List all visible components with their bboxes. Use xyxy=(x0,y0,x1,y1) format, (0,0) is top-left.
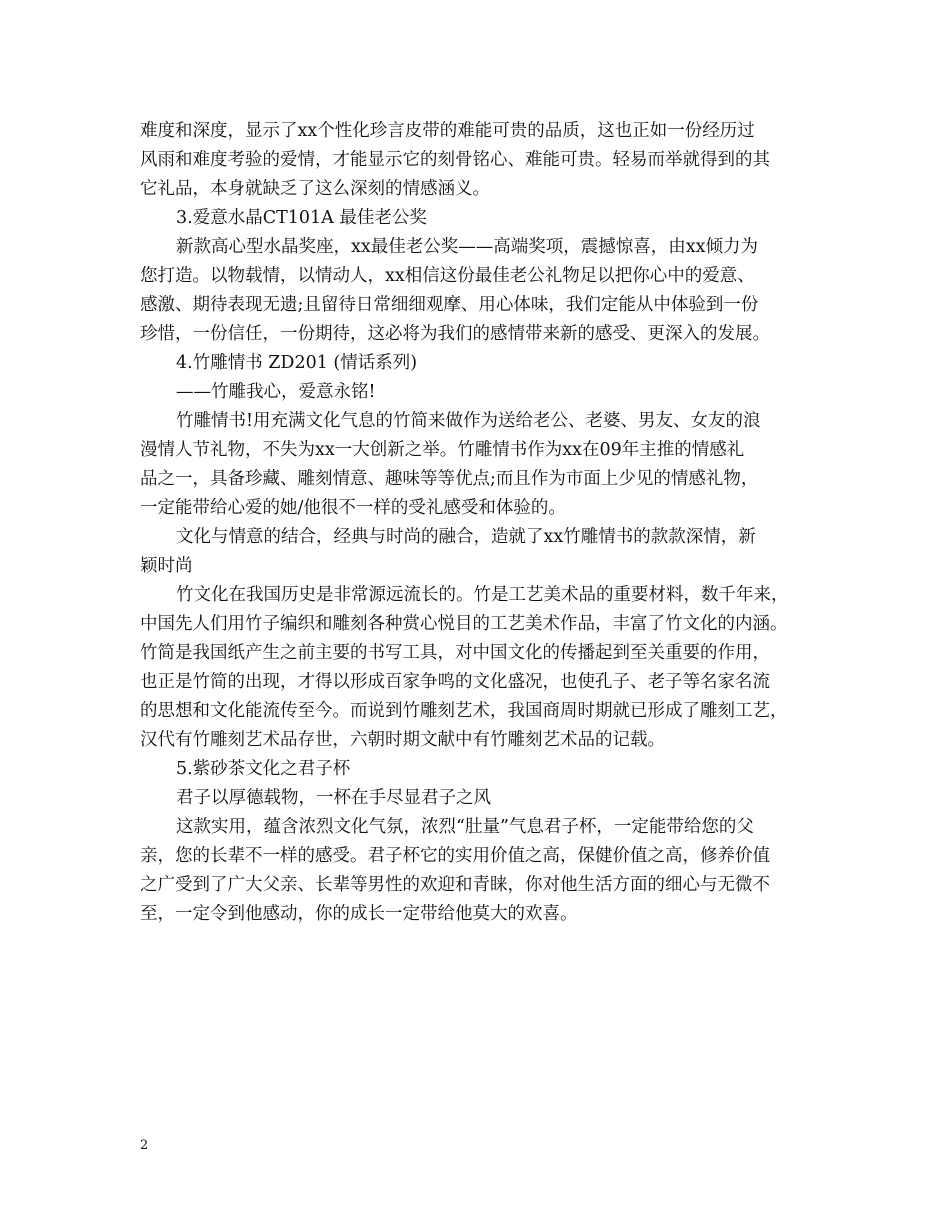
paragraph-line: 竹简是我国纸产生之前主要的书写工具，对中国文化的传播起到至关重要的作用， xyxy=(140,643,770,663)
paragraph-line: 感激、期待表现无遗;且留待日常细细观摩、用心体味，我们定能从中体验到一份 xyxy=(140,295,759,315)
paragraph-line: 亲，您的长辈不一样的感受。君子杯它的实用价值之高，保健价值之高，修养价值 xyxy=(140,846,770,866)
section-heading: 3.爱意水晶CT101A 最佳老公奖 xyxy=(176,208,427,228)
section-heading: 4.竹雕情书 ZD201 (情话系列) xyxy=(176,353,418,373)
paragraph-line: 竹雕情书!用充满文化气息的竹简来做作为送给老公、老婆、男友、女友的浪 xyxy=(176,411,761,431)
paragraph-line: 君子以厚德载物，一杯在手尽显君子之风 xyxy=(176,788,491,808)
paragraph-line: ——竹雕我心，爱意永铭! xyxy=(176,382,376,402)
paragraph-line: 新款高心型水晶奖座，xx最佳老公奖——高端奖项，震撼惊喜，由xx倾力为 xyxy=(176,237,758,257)
paragraph-line: 的思想和文化能流传至今。而说到竹雕刻艺术，我国商周时期就已形成了雕刻工艺， xyxy=(140,701,788,721)
paragraph-line: 这款实用，蕴含浓烈文化气氛，浓烈“肚量”气息君子杯，一定能带给您的父 xyxy=(176,817,754,837)
page-number: 2 xyxy=(140,1138,149,1153)
paragraph-line: 漫情人节礼物，不失为xx一大创新之举。竹雕情书作为xx在09年主推的情感礼 xyxy=(140,440,745,460)
paragraph-line: 汉代有竹雕刻艺术品存世，六朝时期文献中有竹雕刻艺术品的记载。 xyxy=(140,730,665,750)
paragraph-line: 难度和深度，显示了xx个性化珍言皮带的难能可贵的品质，这也正如一份经历过 xyxy=(140,121,755,141)
paragraph-line: 至，一定令到他感动，你的成长一定带给他莫大的欢喜。 xyxy=(140,904,578,924)
paragraph-line: 品之一，具备珍藏、雕刻情意、趣味等等优点;而且作为市面上少见的情感礼物， xyxy=(140,469,759,489)
paragraph-line: 风雨和难度考验的爱情，才能显示它的刻骨铭心、难能可贵。轻易而举就得到的其 xyxy=(140,150,770,170)
paragraph-line: 它礼品，本身就缺乏了这么深刻的情感涵义。 xyxy=(140,179,490,199)
paragraph-line: 也正是竹简的出现，才得以形成百家争鸣的文化盛况，也使孔子、老子等名家名流 xyxy=(140,672,770,692)
paragraph-line: 之广受到了广大父亲、长辈等男性的欢迎和青睐，你对他生活方面的细心与无微不 xyxy=(140,875,770,895)
paragraph-line: 竹文化在我国历史是非常源远流长的。竹是工艺美术品的重要材料，数千年来， xyxy=(176,585,789,605)
paragraph-line: 珍惜，一份信任，一份期待，这必将为我们的感情带来新的感受、更深入的发展。 xyxy=(140,324,770,344)
paragraph-line: 您打造。以物载情，以情动人，xx相信这份最佳老公礼物足以把你心中的爱意、 xyxy=(140,266,755,286)
paragraph-line: 文化与情意的结合，经典与时尚的融合，造就了xx竹雕情书的款款深情，新 xyxy=(176,527,756,547)
section-heading: 5.紫砂茶文化之君子杯 xyxy=(176,759,351,779)
paragraph-line: 一定能带给心爱的她/他很不一样的受礼感受和体验的。 xyxy=(140,498,566,518)
paragraph-line: 中国先人们用竹子编织和雕刻各种赏心悦目的工艺美术作品，丰富了竹文化的内涵。 xyxy=(140,614,788,634)
paragraph-line: 颖时尚 xyxy=(140,556,193,576)
